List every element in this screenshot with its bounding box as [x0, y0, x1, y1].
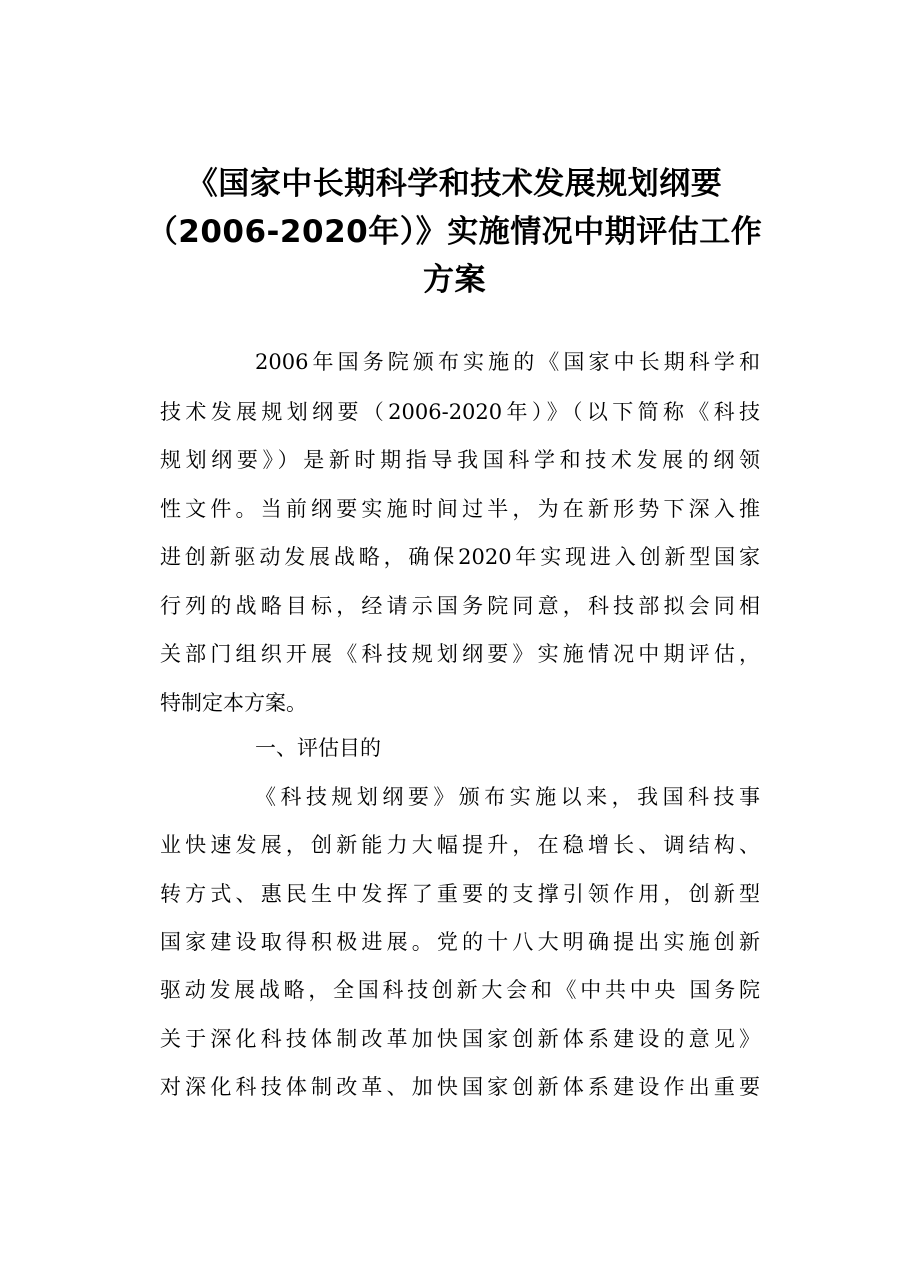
paragraph2-line-1: 《科技规划纲要》颁布实施以来，我国科技事 — [255, 785, 760, 809]
paragraph2-line-3: 转方式、惠民生中发挥了重要的支撑引领作用，创新型 — [160, 882, 760, 906]
paragraph1-line-8: 特制定本方案。 — [160, 691, 307, 715]
paragraph2-line-6: 关于深化科技体制改革加快国家创新体系建设的意见》 — [160, 1027, 760, 1051]
paragraph2-line-5: 驱动发展战略，全国科技创新大会和《中共中央 国务院 — [160, 978, 760, 1002]
title-line-1: 《国家中长期科学和技术发展规划纲要 — [186, 166, 723, 202]
title-line-3: 方案 — [423, 262, 486, 298]
document-title — [100, 160, 809, 304]
paragraph1-line-4: 性文件。当前纲要实施时间过半，为在新形势下深入推 — [160, 497, 760, 521]
paragraph1-line-1: 2006年国务院颁布实施的《国家中长期科学和 — [255, 350, 760, 374]
paragraph1-line-2: 技术发展规划纲要（2006-2020年）》（以下简称《科技 — [160, 400, 760, 424]
paragraph1-line-6: 行列的战略目标，经请示国务院同意，科技部拟会同相 — [160, 594, 760, 618]
paragraph1-line-5: 进创新驱动发展战略，确保2020年实现进入创新型国家 — [160, 545, 760, 569]
section-heading: 一、评估目的 — [255, 736, 381, 760]
paragraph2-line-7: 对深化科技体制改革、加快国家创新体系建设作出重要 — [160, 1075, 760, 1099]
title-line-2: （2006-2020年）》实施情况中期评估工作 — [146, 214, 763, 250]
paragraph1-line-3: 规划纲要》）是新时期指导我国科学和技术发展的纲领 — [160, 448, 760, 472]
paragraph2-line-4: 国家建设取得积极进展。党的十八大明确提出实施创新 — [160, 930, 760, 954]
paragraph2-line-2: 业快速发展，创新能力大幅提升，在稳增长、调结构、 — [160, 833, 760, 857]
paragraph1-line-7: 关部门组织开展《科技规划纲要》实施情况中期评估， — [160, 642, 760, 666]
